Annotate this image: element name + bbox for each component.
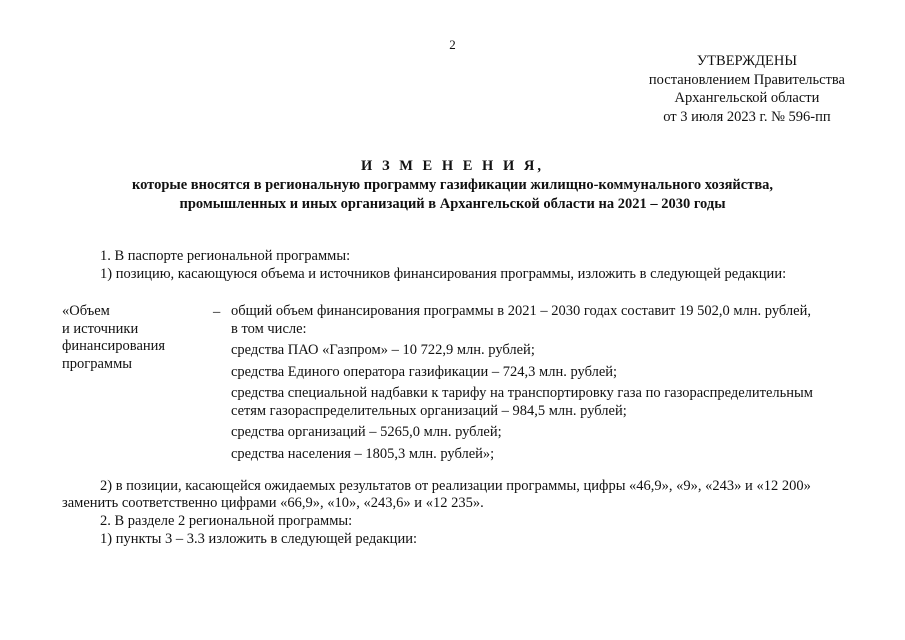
section2-paragraph1-line2: заменить соответственно цифрами «66,9», «10», «243,6» и «12 235». <box>62 495 484 511</box>
passport-value-line: средства организаций – 5265,0 млн. рублей; <box>231 424 502 440</box>
document-heading <box>0 157 905 214</box>
passport-label-line: и источники <box>62 320 139 337</box>
passport-value-line: средства специальной надбавки к тарифу на транспортировку газа по газораспределительным <box>231 385 813 401</box>
passport-value-line: сетям газораспределительных организаций – 984,5 млн. рублей; <box>231 402 627 419</box>
passport-label-line: финансирования <box>62 338 166 354</box>
section2-paragraph3: 1) пункты 3 – 3.3 изложить в следующей редакции: <box>100 531 417 547</box>
document-subtitle-line2: промышленных и иных организаций в Архангельской области на 2021 – 2030 годы <box>179 196 726 212</box>
passport-label-line: программы <box>62 355 132 372</box>
section2-paragraph2: 2. В разделе 2 региональной программы: <box>100 513 353 529</box>
section1-paragraph2: 1) позицию, касающуюся объема и источников финансирования программы, изложить в следующей редакции: <box>100 266 787 282</box>
approval-decree: постановлением Правительства <box>648 71 845 88</box>
page-number: 2 <box>449 37 456 52</box>
approval-date: от 3 июля 2023 г. № 596-пп <box>663 108 831 125</box>
passport-value-line: средства ПАО «Газпром» – 10 722,9 млн. рублей; <box>231 342 535 358</box>
passport-dash: – <box>213 304 221 320</box>
passport-value-line: общий объем финансирования программы в 2021 – 2030 годах составит 19 502,0 млн. рублей, <box>231 303 811 319</box>
passport-value-line: средства Единого оператора газификации – 724,3 млн. рублей; <box>231 363 618 380</box>
document-title: И З М Е Н Е Н И Я, <box>361 158 544 174</box>
passport-label <box>62 303 165 373</box>
approval-title: УТВЕРЖДЕНЫ <box>696 53 797 69</box>
approval-region: Архангельской области <box>674 90 820 106</box>
passport-value-line: в том числе: <box>231 320 307 337</box>
passport-value-line: средства населения – 1805,3 млн. рублей»; <box>231 445 495 462</box>
section2-paragraph1-line1: 2) в позиции, касающейся ожидаемых результатов от реализации программы, цифры «46,9», «9», «243» и «12 200» <box>100 478 811 494</box>
section1-paragraph1: 1. В паспорте региональной программы: <box>100 248 351 264</box>
passport-value <box>231 303 813 463</box>
approval-stamp <box>649 52 845 126</box>
document-subtitle-line1: которые вносятся в региональную программу газификации жилищно-коммунального хозяйства, <box>131 177 774 193</box>
passport-label-line: «Объем <box>62 303 110 319</box>
